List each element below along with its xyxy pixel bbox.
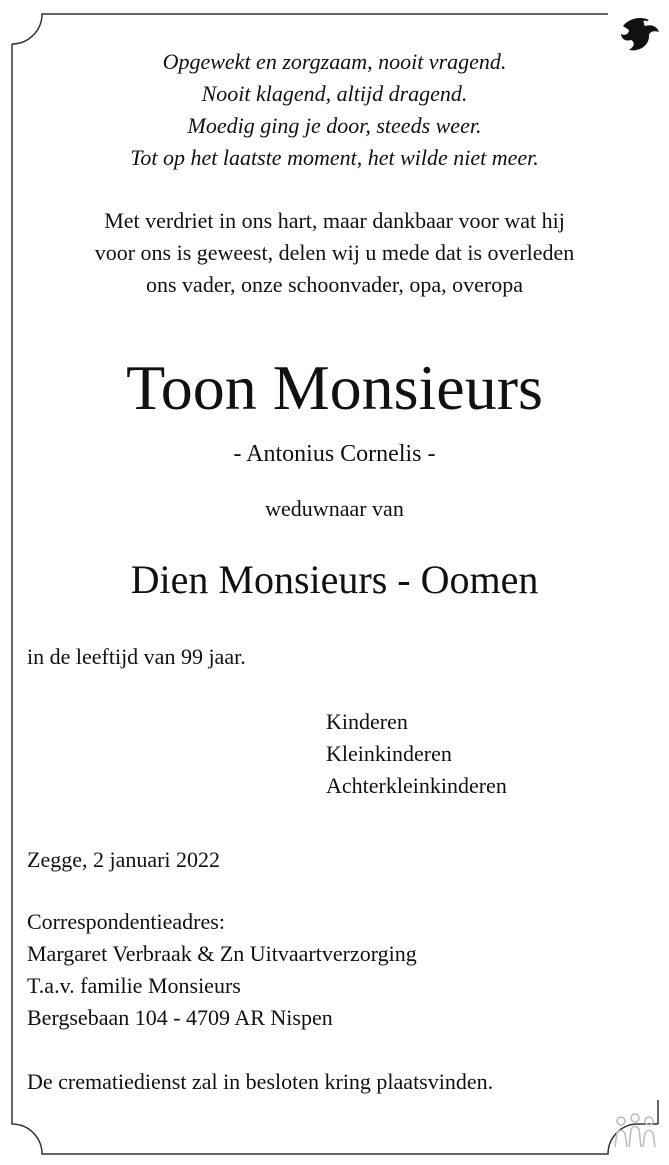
address-line: Correspondentieadres:: [27, 909, 225, 934]
poem: [0, 46, 669, 174]
family-member: Kinderen: [326, 709, 408, 734]
address-line: Bergsebaan 104 - 4709 AR Nispen: [27, 1005, 333, 1030]
family-member: Achterkleinkinderen: [326, 773, 507, 798]
intro-line: ons vader, onze schoonvader, opa, overopa: [146, 272, 523, 297]
age-text: in de leeftijd van 99 jaar.: [27, 644, 246, 669]
poem-line: Moedig ging je door, steeds weer.: [187, 113, 482, 138]
service-note: De crematiedienst zal in besloten kring plaatsvinden.: [27, 1069, 494, 1094]
people-icon: [609, 1111, 661, 1151]
address-line: T.a.v. familie Monsieurs: [27, 973, 241, 998]
widower-label: weduwnaar van: [265, 496, 404, 521]
poem-line: Nooit klagend, altijd dragend.: [201, 81, 468, 106]
family-member: Kleinkinderen: [326, 741, 452, 766]
poem-line: Opgewekt en zorgzaam, nooit vragend.: [162, 49, 507, 74]
place-date: Zegge, 2 januari 2022: [27, 847, 221, 872]
family-list: [326, 706, 507, 802]
partner-name: Dien Monsieurs - Oomen: [130, 557, 539, 602]
poem-line: Tot op het laatste moment, het wilde niet meer.: [130, 145, 539, 170]
address-line: Margaret Verbraak & Zn Uitvaartverzorging: [27, 941, 417, 966]
deceased-name: Toon Monsieurs: [126, 352, 543, 423]
intro-line: voor ons is geweest, delen wij u mede dat is overleden: [94, 240, 575, 265]
intro-line: Met verdriet in ons hart, maar dankbaar voor wat hij: [104, 208, 565, 233]
deceased-full-name: - Antonius Cornelis -: [233, 441, 436, 467]
announcement-intro: [0, 205, 669, 301]
correspondence-address: [27, 906, 417, 1034]
